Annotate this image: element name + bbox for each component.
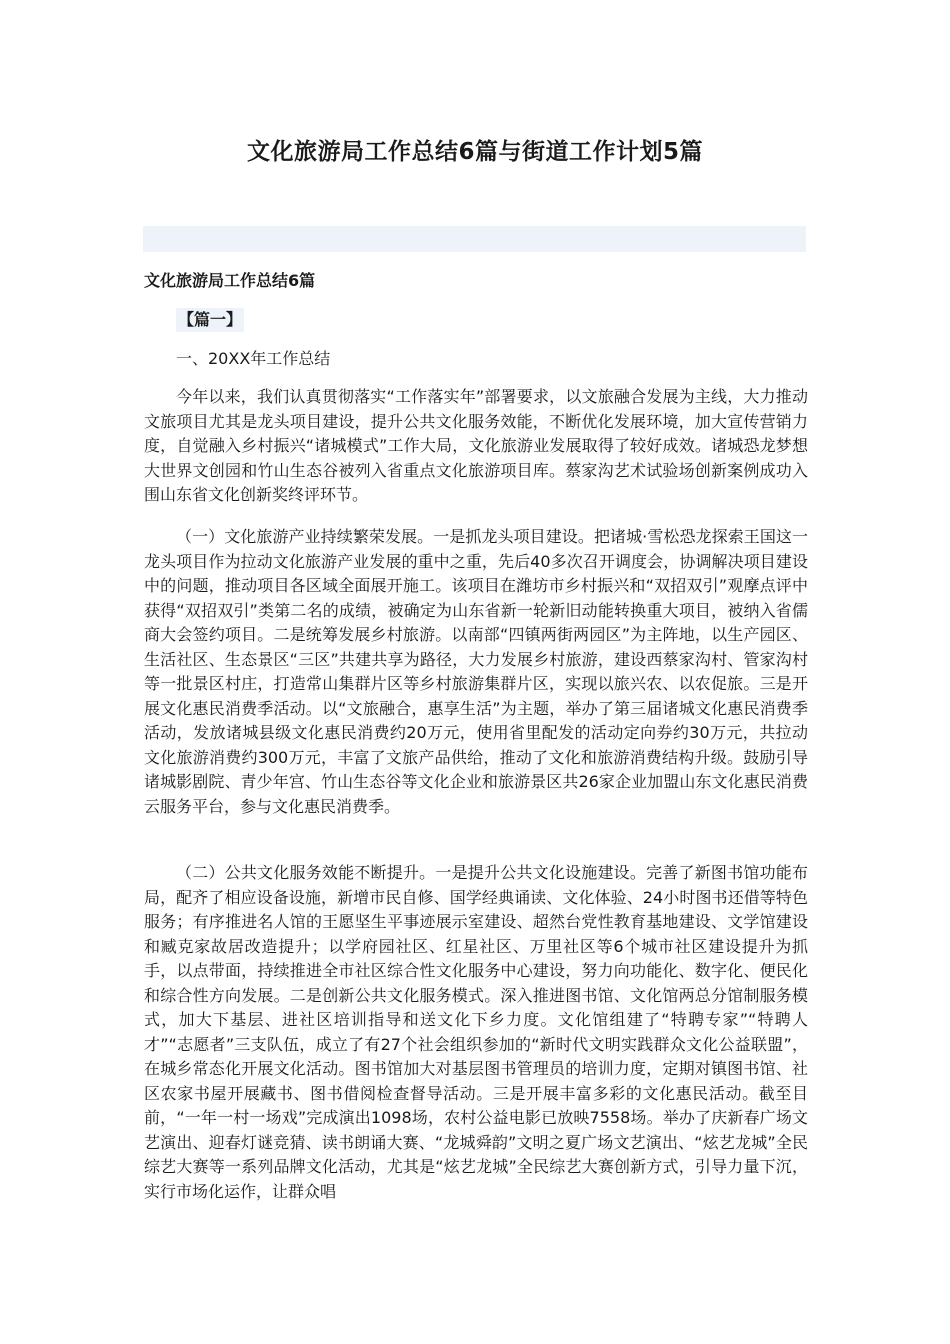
part-label: 【篇一】 [176, 308, 244, 332]
sub-heading: 一、20XX年工作总结 [176, 349, 331, 368]
paragraph-intro: 今年以来，我们认真贯彻落实“工作落实年”部署要求，以文旅融合发展为主线，大力推动文旅项目尤其是龙头项目建设，提升公共文化服务效能，不断优化发展环境，加大宣传营销力度，自觉融入乡村振兴“诸城模式”工作大局，文化旅游业发展取得了较好成效。诸城恐龙梦想大世界文创园和竹山生态谷被列入省重点文化旅游项目库。蔡家沟艺术试验场创新案例成功入围山东省文化创新奖终评环节。 [144, 387, 808, 504]
paragraph-public-culture: （二）公共文化服务效能不断提升。一是提升公共文化设施建设。完善了新图书馆功能布局，配齐了相应设备设施，新增市民自修、国学经典诵读、文化体验、24小时图书还借等特色服务；有序推进名人馆的王愿坚生平事迹展示室建设、超然台党性教育基地建设、文学馆建设和臧克家故居改造提升；以学府园社区、红星社区、万里社区等6个城市社区建设提升为抓手，以点带面，持续推进全市社区综合性文化服务中心建设，努力向功能化、数字化、便民化和综合性方向发展。二是创新公共文化服务模式。深入推进图书馆、文化馆两总分馆制服务模式，加大下基层、进社区培训指导和送文化下乡力度。文化馆组建了“特聘专家”“特聘人才”“志愿者”三支队伍，成立了有27个社会组织参加的“新时代文明实践群众文化公益联盟”，在城乡常态化开展文化活动。图书馆加大对基层图书管理员的培训力度，定期对镇图书馆、社区农家书屋开展藏书、图书借阅检查督导活动。三是开展丰富多彩的文化惠民活动。截至目前，“一年一村一场戏”完成演出1098场，农村公益电影已放映7558场。举办了庆新春广场文艺演出、迎春灯谜竞猜、读书朗诵大赛、“龙城舜韵”文明之夏广场文艺演出、“炫艺龙城”全民综艺大赛等一系列品牌文化活动，尤其是“炫艺龙城”全民综艺大赛创新方式，引导力量下沉，实行市场化运作，让群众唱 [144, 863, 808, 1201]
document-title: 文化旅游局工作总结6篇与街道工作计划5篇 [246, 139, 703, 165]
highlight-banner [143, 226, 806, 252]
section-heading: 文化旅游局工作总结6篇 [144, 271, 316, 290]
paragraph-tourism-industry: （一）文化旅游产业持续繁荣发展。一是抓龙头项目建设。把诸城·雪松恐龙探索王国这一龙头项目作为拉动文化旅游产业发展的重中之重，先后40多次召开调度会，协调解决项目建设中的问题，推动项目各区域全面展开施工。该项目在潍坊市乡村振兴和“双招双引”观摩点评中获得“双招双引”类第二名的成绩，被确定为山东省新一轮新旧动能转换重大项目，被纳入省儒商大会签约项目。二是统筹发展乡村旅游。以南部“四镇两街两园区”为主阵地，以生产园区、生活社区、生态景区“三区”共建共享为路径，大力发展乡村旅游，建设西蔡家沟村、管家沟村等一批景区村庄，打造常山集群片区等乡村旅游集群片区，实现以旅兴农、以农促旅。三是开展文化惠民消费季活动。以“文旅融合，惠享生活”为主题，举办了第三届诸城文化惠民消费季活动，发放诸城县级文化惠民消费约20万元，使用省里配发的活动定向券约30万元，共拉动文化旅游消费约300万元，丰富了文旅产品供给，推动了文化和旅游消费结构升级。鼓励引导诸城影剧院、青少年宫、竹山生态谷等文化企业和旅游景区共26家企业加盟山东文化惠民消费云服务平台，参与文化惠民消费季。 [144, 527, 808, 816]
